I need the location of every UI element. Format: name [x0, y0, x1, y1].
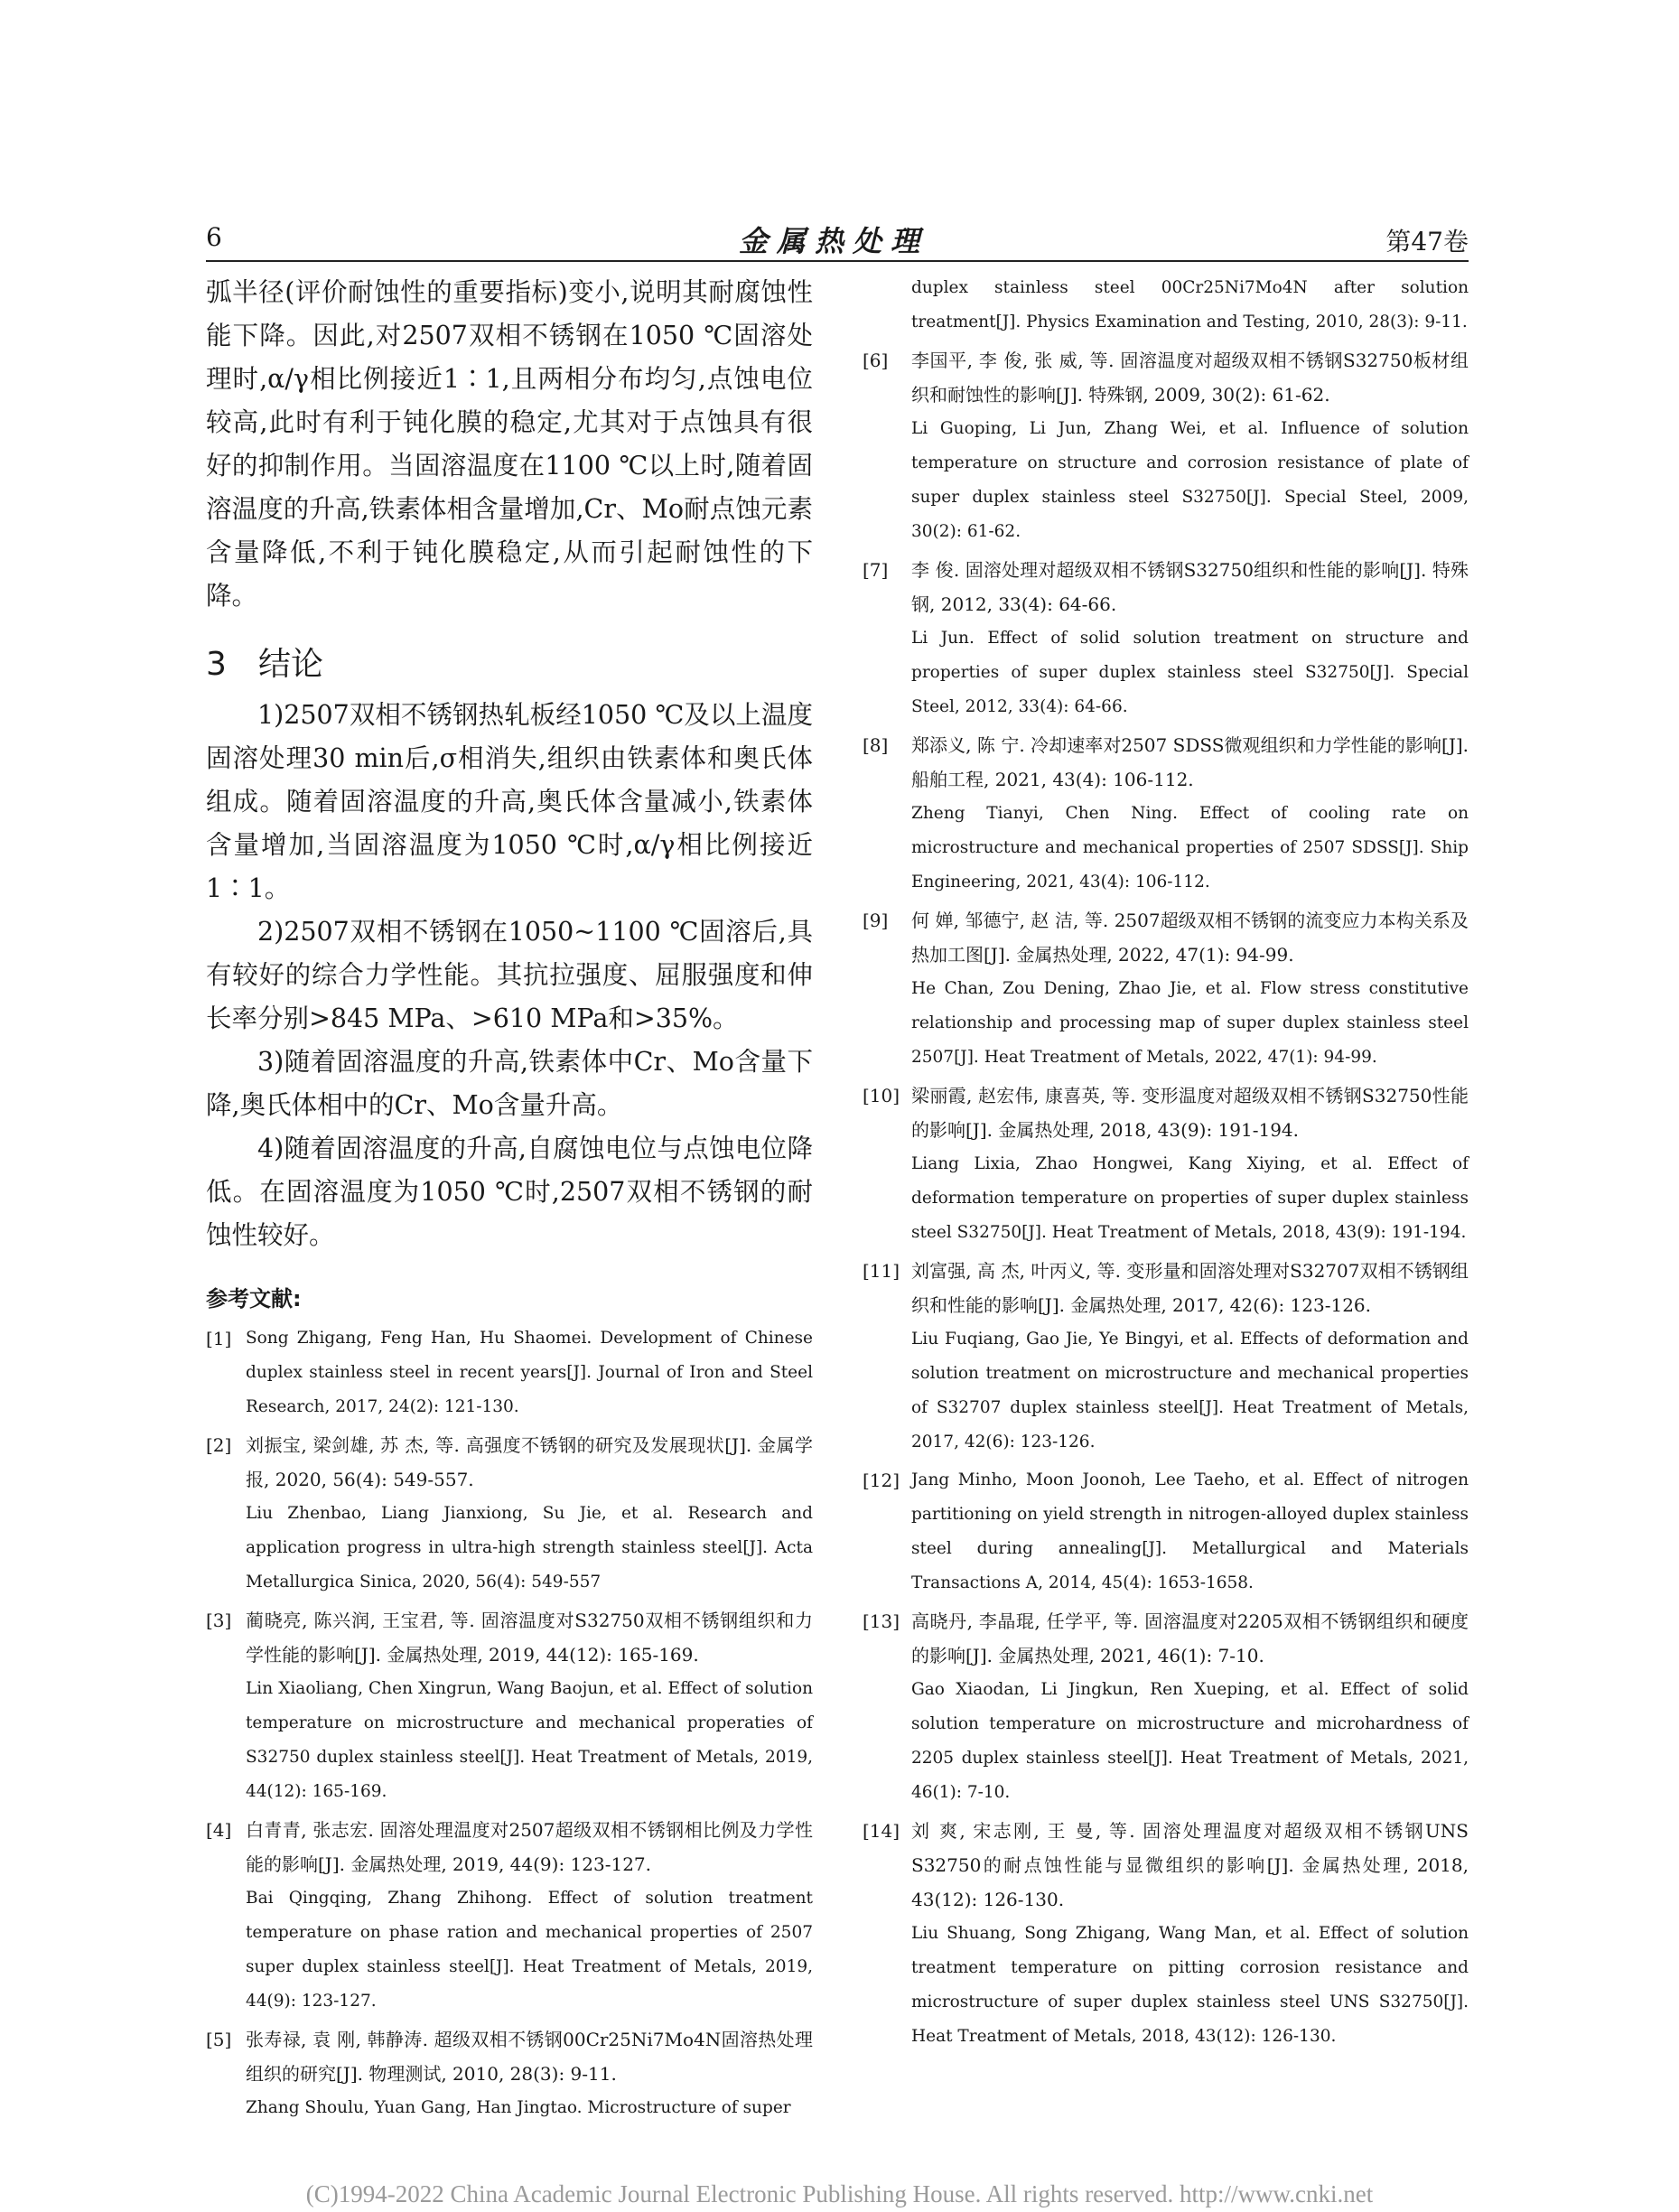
reference-item: [206, 1813, 813, 2019]
reference-label: [12]: [863, 1470, 900, 1491]
intro-paragraph: 弧半径(评价耐蚀性的重要指标)变小,说明其耐腐蚀性能下降。因此,对2507双相不锈钢在1050 ℃固溶处理时,α/γ相比例接近1∶1,且两相分布均匀,点蚀电位较高,此时有利于钝化膜的稳定,尤其对于点蚀具有很好的抑制作用。当固溶温度在1100 ℃以上时,随着固溶温度的升高,铁素体相含量增加,Cr、Mo耐点蚀元素含量降低,不利于钝化膜稳定,从而引起耐蚀性的下降。: [206, 277, 813, 611]
reference-label: [8]: [863, 734, 889, 756]
reference-text: Song Zhigang, Feng Han, Hu Shaomei. Development of Chinese duplex stainless steel in recent years[J]. Journal of Iron and Steel Research, 2017, 24(2): 121-130.: [246, 1329, 813, 1416]
reference-text: Zheng Tianyi, Chen Ning. Effect of cooling rate on microstructure and mechanical properties of 2507 SDSS[J]. Ship Engineering, 2021, 43(4): 106-112.: [911, 804, 1469, 891]
reference-text: Jang Minho, Moon Joonoh, Lee Taeho, et al. Effect of nitrogen partitioning on yield strength in nitrogen-alloyed duplex stainless steel during annealing[J]. Metallurgical and Materials Transactions A, 2014, 45(4): 1653-1658.: [911, 1470, 1469, 1592]
reference-item: [863, 1814, 1469, 2054]
journal-logo: 金属热处理: [738, 224, 928, 258]
left-column: [206, 271, 813, 2129]
reference-label: [4]: [206, 1819, 232, 1841]
reference-text: 高晓丹, 李晶琨, 任学平, 等. 固溶温度对2205双相不锈钢组织和硬度的影响[J]. 金属热处理, 2021, 46(1): 7-10.: [911, 1610, 1469, 1666]
reference-label: [13]: [863, 1610, 900, 1632]
copyright-footer: (C)1994-2022 China Academic Journal Electronic Publishing House. All rights reserved. http://www.cnki.net: [305, 2180, 1374, 2207]
reference-item: [206, 2022, 813, 2125]
reference-text: Gao Xiaodan, Li Jingkun, Ren Xueping, et al. Effect of solid solution temperature on microstructure and microhardness of 2205 duplex stainless steel[J]. Heat Treatment of Metals, 2021, 46(1): 7-10.: [911, 1680, 1469, 1802]
reference-text: Liu Fuqiang, Gao Jie, Ye Bingyi, et al. Effects of deformation and solution treatment on microstructure and mechanical properties of S32707 duplex stainless steel[J]. Heat Treatment of Metals, 2017, 42(6): 123-126.: [911, 1330, 1469, 1451]
right-column: [863, 271, 1469, 2058]
reference-text: 郑添义, 陈 宁. 冷却速率对2507 SDSS微观组织和力学性能的影响[J]. 船舶工程, 2021, 43(4): 106-112.: [911, 734, 1469, 790]
reference-text: Liu Shuang, Song Zhigang, Wang Man, et al. Effect of solution treatment temperature on pitting corrosion resistance and microstructure of super duplex stainless steel UNS S32750[J]. Heat Treatment of Metals, 2018, 43(12): 126-130.: [911, 1924, 1469, 2046]
conclusion-paragraph: 1)2507双相不锈钢热轧板经1050 ℃及以上温度固溶处理30 min后,σ相消失,组织由铁素体和奥氏体组成。随着固溶温度的升高,奥氏体含量减小,铁素体含量增加,当固溶温度为1050 ℃时,α/γ相比例接近1∶1。: [206, 700, 813, 903]
reference-item: [863, 1604, 1469, 1810]
reference-continuation: [863, 271, 1469, 340]
reference-label: [11]: [863, 1260, 900, 1282]
reference-item: [863, 1078, 1469, 1250]
conclusion-paragraph: 4)随着固溶温度的升高,自腐蚀电位与点蚀电位降低。在固溶温度为1050 ℃时,2507双相不锈钢的耐蚀性较好。: [206, 1134, 813, 1250]
reference-text: Li Guoping, Li Jun, Zhang Wei, et al. Influence of solution temperature on structure and corrosion resistance of plate of super duplex stainless steel S32750[J]. Special Steel, 2009, 30(2): 61-62.: [911, 419, 1469, 541]
reference-label: [3]: [206, 1610, 232, 1631]
reference-item: [863, 1463, 1469, 1601]
reference-label: [10]: [863, 1085, 900, 1106]
section-title: 结论: [258, 646, 324, 683]
reference-text: 刘富强, 高 杰, 叶丙义, 等. 变形量和固溶处理对S32707双相不锈钢组织和性能的影响[J]. 金属热处理, 2017, 42(6): 123-126.: [911, 1260, 1469, 1316]
reference-item: [863, 1254, 1469, 1460]
reference-item: [206, 1428, 813, 1600]
reference-item: [863, 553, 1469, 724]
reference-label: [6]: [863, 350, 889, 371]
reference-text: 何 婵, 邹德宁, 赵 洁, 等. 2507超级双相不锈钢的流变应力本构关系及热加工图[J]. 金属热处理, 2022, 47(1): 94-99.: [911, 910, 1469, 966]
conclusion-paragraph: 2)2507双相不锈钢在1050~1100 ℃固溶后,具有较好的综合力学性能。其抗拉强度、屈服强度和伸长率分别>845 MPa、>610 MPa和>35%。: [206, 917, 813, 1033]
reference-item: [863, 343, 1469, 549]
reference-text: 李国平, 李 俊, 张 威, 等. 固溶温度对超级双相不锈钢S32750板材组织和耐蚀性的影响[J]. 特殊钢, 2009, 30(2): 61-62.: [911, 350, 1469, 406]
reference-text: 白青青, 张志宏. 固溶处理温度对2507超级双相不锈钢相比例及力学性能的影响[J]. 金属热处理, 2019, 44(9): 123-127.: [246, 1819, 813, 1875]
reference-text: Bai Qingqing, Zhang Zhihong. Effect of solution treatment temperature on phase ration and mechanical properties of 2507 super duplex stainless steel[J]. Heat Treatment of Metals, 2019, 44(9): 123-127.: [246, 1889, 813, 2011]
reference-text: He Chan, Zou Dening, Zhao Jie, et al. Flow stress constitutive relationship and processing map of super duplex stainless steel 2507[J]. Heat Treatment of Metals, 2022, 47(1): 94-99.: [911, 979, 1469, 1067]
section-number: 3: [206, 646, 227, 683]
reference-text: 李 俊. 固溶处理对超级双相不锈钢S32750组织和性能的影响[J]. 特殊钢, 2012, 33(4): 64-66.: [911, 559, 1469, 615]
reference-text: Lin Xiaoliang, Chen Xingrun, Wang Baojun, et al. Effect of solution temperature on microstructure and mechanical properaties of S32750 duplex stainless steel[J]. Heat Treatment of Metals, 2019, 44(12): 165-169.: [246, 1679, 813, 1801]
reference-label: [5]: [206, 2029, 232, 2050]
reference-text: Liang Lixia, Zhao Hongwei, Kang Xiying, et al. Effect of deformation temperature on properties of super duplex stainless steel S32750[J]. Heat Treatment of Metals, 2018, 43(9): 191-194.: [911, 1154, 1469, 1242]
page-number: 6: [206, 222, 222, 252]
reference-label: [2]: [206, 1434, 232, 1456]
reference-text: Liu Zhenbao, Liang Jianxiong, Su Jie, et al. Research and application progress in ultra-high strength stainless steel[J]. Acta Metallurgica Sinica, 2020, 56(4): 549-557: [246, 1504, 813, 1591]
reference-item: [863, 903, 1469, 1075]
reference-item: [206, 1603, 813, 1809]
conclusion-paragraph: 3)随着固溶温度的升高,铁素体中Cr、Mo含量下降,奥氏体相中的Cr、Mo含量升高。: [206, 1047, 813, 1120]
reference-label: [14]: [863, 1820, 900, 1842]
reference-label: [9]: [863, 910, 889, 931]
reference-text: 张寿禄, 袁 刚, 韩静涛. 超级双相不锈钢00Cr25Ni7Mo4N固溶热处理组织的研究[J]. 物理测试, 2010, 28(3): 9-11.: [246, 2029, 813, 2085]
reference-text: 刘 爽, 宋志刚, 王 曼, 等. 固溶处理温度对超级双相不锈钢UNS S32750的耐点蚀性能与显微组织的影响[J]. 金属热处理, 2018, 43(12): 126-130.: [911, 1820, 1469, 1910]
references-heading: 参考文献:: [206, 1286, 302, 1311]
page-header: [206, 222, 1469, 258]
reference-text: Zhang Shoulu, Yuan Gang, Han Jingtao. Microstructure of super: [246, 2098, 791, 2117]
reference-text: 刘振宝, 梁剑雄, 苏 杰, 等. 高强度不锈钢的研究及发展现状[J]. 金属学报, 2020, 56(4): 549-557.: [246, 1434, 813, 1490]
reference-item: [863, 728, 1469, 900]
section-heading: [206, 643, 813, 686]
header-rule: [206, 260, 1469, 262]
reference-text: Li Jun. Effect of solid solution treatment on structure and properties of super duplex stainless steel S32750[J]. Special Steel, 2012, 33(4): 64-66.: [911, 629, 1469, 716]
reference-label: [1]: [206, 1328, 232, 1349]
reference-item: [206, 1321, 813, 1424]
reference-text: 蔺晓亮, 陈兴润, 王宝君, 等. 固溶温度对S32750双相不锈钢组织和力学性能的影响[J]. 金属热处理, 2019, 44(12): 165-169.: [246, 1610, 813, 1666]
reference-text: duplex stainless steel 00Cr25Ni7Mo4N after solution treatment[J]. Physics Examination and Testing, 2010, 28(3): 9-11.: [911, 278, 1469, 331]
reference-label: [7]: [863, 559, 889, 581]
reference-text: 梁丽霞, 赵宏伟, 康喜英, 等. 变形温度对超级双相不锈钢S32750性能的影响[J]. 金属热处理, 2018, 43(9): 191-194.: [911, 1085, 1469, 1141]
volume-label: 第47卷: [1385, 227, 1469, 257]
